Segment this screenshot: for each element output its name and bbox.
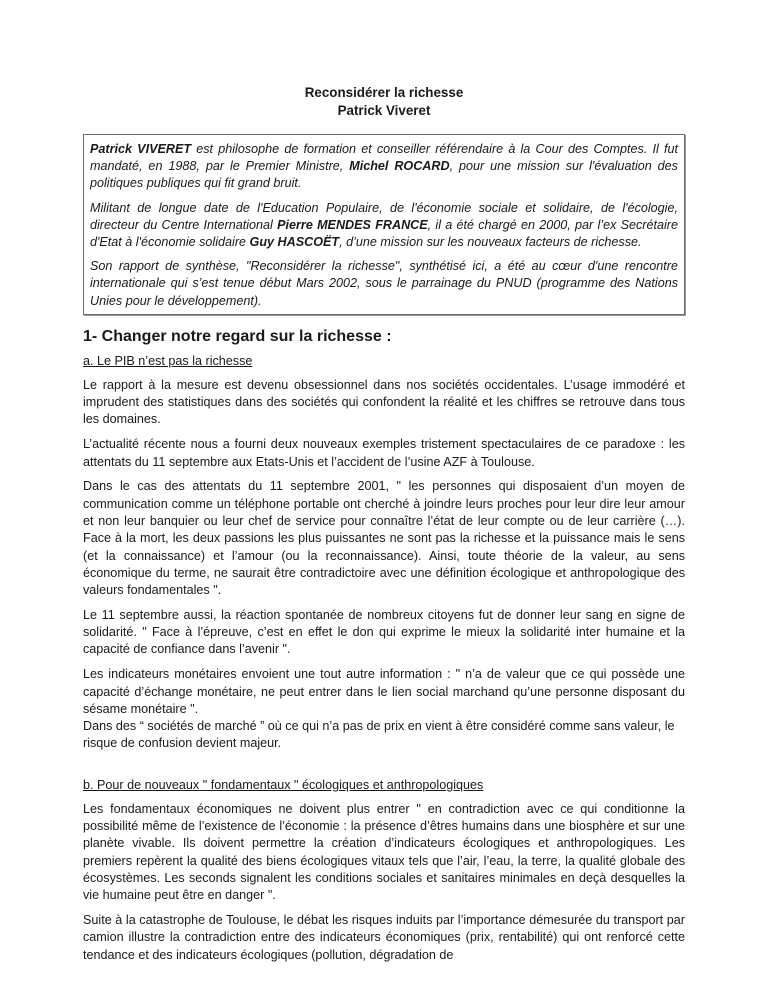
bio-text: , pour une mission sur l'évaluation des politiques publiques qui fit grand bruit. (90, 159, 678, 191)
bio-paragraph-1 (90, 141, 678, 193)
spacer (83, 753, 685, 777)
body-paragraph: Dans des “ sociétés de marché ” où ce qui n’a pas de prix en vient à être considéré comme sans valeur, le risque de confusion devient majeur. (83, 719, 675, 751)
bio-text: Militant de longue date de l'Education Populaire, de l'économie sociale et solidaire, de l'écologie, directeur du Centre International (90, 200, 678, 232)
body-paragraph: Suite à la catastrophe de Toulouse, le débat les risques induits par l’importance démesurée du transport par camion illustre la contradiction entre des indicateurs économiques (prix, rentabilité) qui ont renforcé cette tendance et des indicateurs écologiques (pollution, dégradation de (83, 913, 685, 962)
body-paragraph: Dans le cas des attentats du 11 septembre 2001, " les personnes qui disposaient d’un moyen de communication comme un téléphone portable ont cherché à joindre leurs proches pour leur dire leur amour et non leur banquier ou leur chef de service pour connaître l’état de leur compte ou de leur carrière (…). Face à la mort, les deux passions les plus puissantes ne sont pas la richesse et la puissance mais le sens (et la connaissance) et l’amour (ou la reconnaissance). Ainsi, toute théorie de la valeur, au sens économique du terme, ne saurait être contradictoire avec une définition écologique et anthropologique des valeurs fondamentales ". (83, 479, 685, 598)
bio-text: est philosophe de formation et conseiller référendaire à la Cour des Comptes. Il fut mandaté, en 1988, par le Premier Ministre, (90, 142, 678, 174)
bio-paragraph-3: Son rapport de synthèse, "Reconsidérer la richesse", synthétisé ici, a été au cœur d'une rencontre internationale qui s’est tenue début Mars 2002, sous le parrainage du PNUD (programme des Nations Unies pour le développement). (90, 259, 678, 308)
bio-text: , d’une mission sur les nouveaux facteurs de richesse. (339, 235, 642, 250)
body-paragraph: Les indicateurs monétaires envoient une tout autre information : " n’a de valeur que ce qui possède une capacité d’échange monétaire, ne peut entrer dans le lien social marchand qu’une personne disposant du sésame monétaire ". (83, 667, 685, 716)
author-name: Patrick VIVERET (90, 142, 192, 156)
document-page (83, 84, 685, 971)
subsection-a-heading: a. Le PIB n’est pas la richesse (83, 353, 253, 368)
body-paragraph: Le 11 septembre aussi, la réaction spontanée de nombreux citoyens fut de donner leur sang en signe de solidarité. " Face à l’épreuve, c’est en effet le don qui exprime le mieux la solidarité inter humaine et la capacité de confiance dans l’avenir ". (83, 607, 685, 657)
document-title: Reconsidérer la richesse (304, 85, 464, 100)
subsection-b-heading: b. Pour de nouveaux " fondamentaux " écologiques et anthropologiques (83, 777, 484, 792)
section-1-heading: 1- Changer notre regard sur la richesse : (83, 327, 392, 345)
bio-paragraph-2 (90, 200, 678, 252)
body-paragraph: L’actualité récente nous a fourni deux nouveaux exemples tristement spectaculaires de ce paradoxe : les attentats du 11 septembre aux Etats-Unis et l’accident de l’usine AZF à Toulouse. (83, 437, 685, 469)
prime-minister-name: Michel ROCARD (349, 159, 450, 174)
author-bio-box (83, 134, 685, 315)
centre-name: Pierre MENDES FRANCE (277, 217, 428, 232)
body-paragraph: Les fondamentaux économiques ne doivent plus entrer " en contradiction avec ce qui conditionne la possibilité même de l’existence de l’économie : la présence d’êtres humains dans une biosphère et sur une planète vivable. Ils doivent permettre la création d’indicateurs écologiques et anthropologiques. Les premiers repèrent la qualité des biens écologiques vitaux tels que l’air, l’eau, la terre, la qualité globale des écosystèmes. Les seconds signalent les conditions sociales et sanitaires minimales en deçà desquelles la vie humaine peut être en danger ". (83, 801, 685, 903)
document-author: Patrick Viveret (337, 103, 431, 118)
secretary-name: Guy HASCOËT (249, 235, 340, 250)
body-paragraph: Le rapport à la mesure est devenu obsessionnel dans nos sociétés occidentales. L’usage immodéré et imprudent des statistiques dans des sociétés qui confondent la réalité et les chiffres se retrouve dans tous les domaines. (83, 377, 685, 427)
bio-text: , il a été chargé en 2000, par l’ex Secrétaire d'Etat à l'économie solidaire (90, 217, 679, 250)
